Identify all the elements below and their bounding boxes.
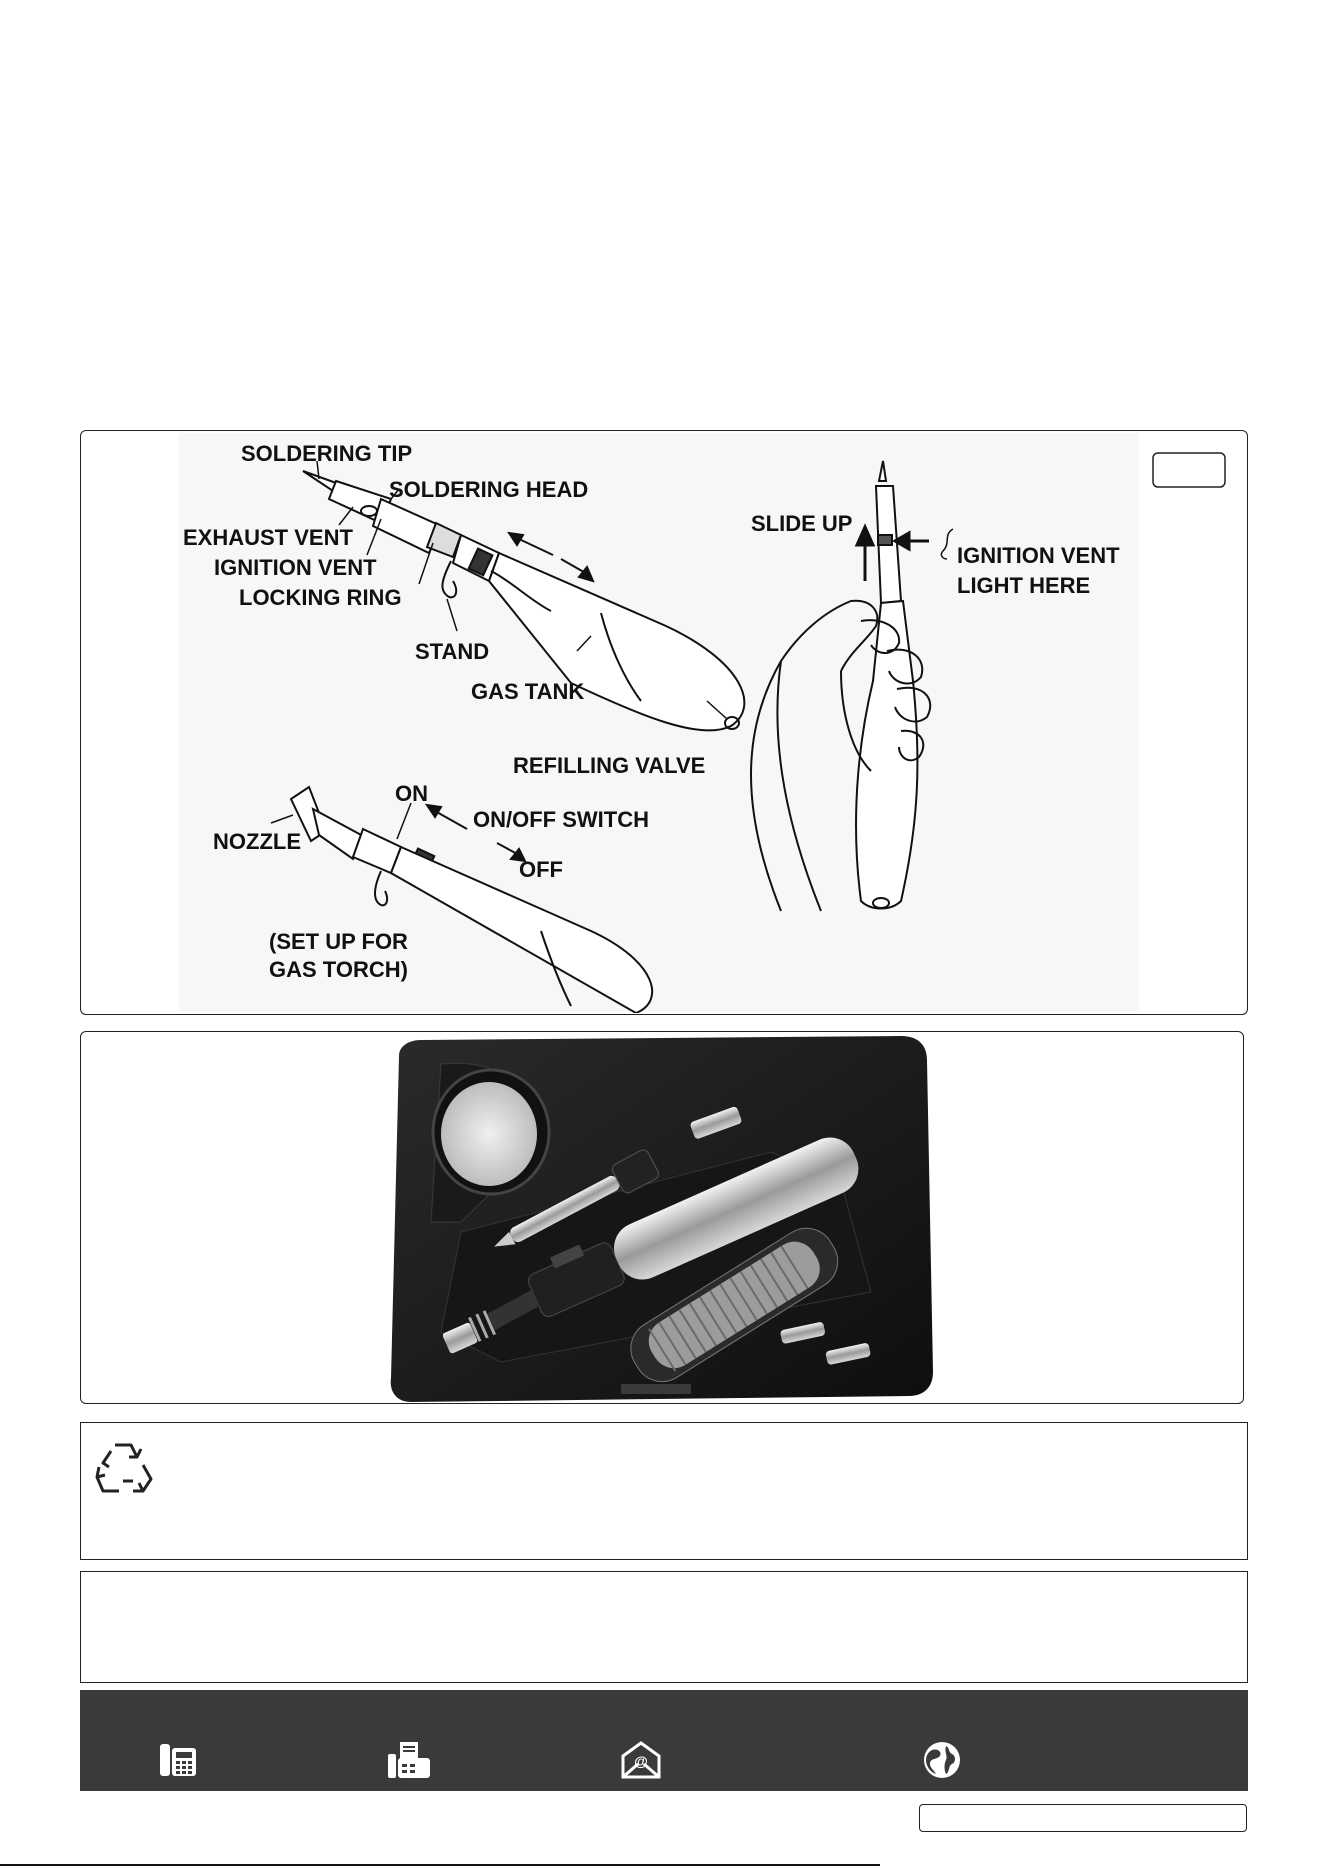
label-setup-line1: (SET UP FOR xyxy=(269,929,408,954)
torch-line-drawing xyxy=(81,431,1246,1013)
figure-2-panel xyxy=(80,1031,1244,1404)
label-gas-tank: GAS TANK xyxy=(471,679,585,704)
label-on: ON xyxy=(395,781,428,806)
label-ignition-vent: IGNITION VENT xyxy=(214,555,377,580)
telephone-icon xyxy=(158,1740,198,1780)
recycle-icon xyxy=(93,1435,157,1499)
note-box xyxy=(80,1571,1248,1683)
fax-icon xyxy=(386,1740,432,1780)
kit-case-photo xyxy=(81,1032,1242,1402)
figure-number-box xyxy=(1153,453,1225,487)
svg-text:@: @ xyxy=(634,1753,648,1769)
label-ignition-vent-right: IGNITION VENT xyxy=(957,543,1120,568)
label-slide-up: SLIDE UP xyxy=(751,511,853,536)
label-off: OFF xyxy=(519,857,563,882)
label-light-here: LIGHT HERE xyxy=(957,573,1091,598)
globe-icon xyxy=(922,1740,962,1780)
label-on-off-switch: ON/OFF SWITCH xyxy=(473,807,649,832)
label-soldering-tip: SOLDERING TIP xyxy=(241,441,413,466)
contact-bar xyxy=(80,1690,1248,1791)
label-exhaust-vent: EXHAUST VENT xyxy=(183,525,353,550)
bottom-rule xyxy=(0,1864,880,1866)
label-setup-line2: GAS TORCH) xyxy=(269,957,408,982)
email-icon xyxy=(620,1740,662,1780)
label-soldering-head: SOLDERING HEAD xyxy=(389,477,589,502)
recycling-notice-box xyxy=(80,1422,1248,1560)
label-refilling-valve: REFILLING VALVE xyxy=(513,753,706,778)
label-locking-ring: LOCKING RING xyxy=(239,585,402,610)
footer-reference-box xyxy=(919,1804,1247,1832)
figure-1-panel xyxy=(80,430,1248,1015)
label-stand: STAND xyxy=(415,639,490,664)
label-nozzle: NOZZLE xyxy=(213,829,301,854)
